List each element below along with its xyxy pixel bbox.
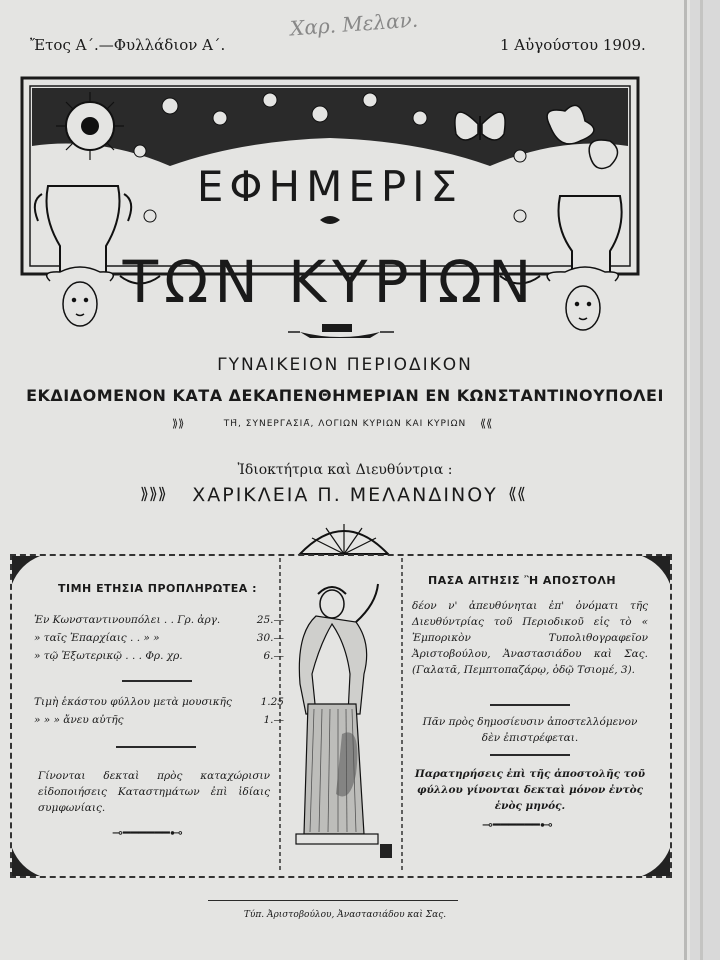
printer-credit: Τύπ. Ἀριστοβούλου, Ἀναστασιάδου καὶ Σας. xyxy=(243,910,447,920)
price-row xyxy=(34,614,284,626)
fan-ornament-icon xyxy=(296,518,392,556)
statue-image xyxy=(286,564,400,864)
divider xyxy=(490,704,570,706)
price-value: 6.— xyxy=(263,650,284,662)
price-label: » » » ἄνευ αὐτῆς xyxy=(34,714,124,726)
ornament-icon xyxy=(320,216,340,224)
footer-rule xyxy=(208,900,458,901)
price-value: 1.— xyxy=(263,714,284,726)
correspondence-heading: ΠΑΣΑ ΑΙΤΗΣΙΣ Ἢ ΑΠΟΣΤΟΛΗ xyxy=(428,574,617,587)
page-edge xyxy=(700,0,703,960)
masthead-title-line1: ΕΦΗΜΕΡΙΣ xyxy=(196,162,464,211)
masthead-banner xyxy=(20,76,640,342)
correspondence-text: δέον ν' ἀπευθύνηται ἐπ' ὀνόματι τῆς Διευθύντρίας τοῦ Περιοδικοῦ εἰς τὸ « Ἐμπορικὸν Τυπολιθογραφεῖον Ἀριστοβούλου, Ἀναστασιάδου καὶ Σας. (Γαλατᾶ, Πεμπτοπαζάρῳ, ὁδῷ Τσιομέ, 3). xyxy=(412,600,648,676)
sunflower-icon xyxy=(56,92,124,160)
info-box xyxy=(10,554,672,878)
arrow-left-icon: ⟫⟫⟫ xyxy=(140,484,167,503)
subtitle-line3: ΤΗ͂, ΣΥΝΕΡΓΑΣΙΑ͂, ΛΟΓΙΩΝ ΚΥΡΙΩΝ ΚΑΙ ΚΥΡΙΩΝ xyxy=(223,419,467,429)
price-label: » τῷ Ἐξωτερικῷ . . . Φρ. χρ. xyxy=(34,650,183,662)
issue-price-row xyxy=(34,714,284,726)
scroll-ornament-icon: ⊸━━━━━━⊷ xyxy=(482,818,553,833)
divider xyxy=(116,746,196,748)
price-row xyxy=(34,632,284,644)
arrow-left-icon: ⟫⟫ xyxy=(172,417,185,430)
divider xyxy=(490,754,570,756)
price-value: 30.— xyxy=(256,632,284,644)
owner-name: ΧΑΡΙΚΛΕΙΑ Π. ΜΕΛΑΝΔΙΝΟΥ xyxy=(192,484,498,506)
butterfly-icon xyxy=(455,112,505,140)
price-row xyxy=(34,650,284,662)
price-value: 1.25 xyxy=(260,696,284,708)
issue-label: Ἔτος Α΄.—Φυλλάδιον Α΄. xyxy=(30,36,226,54)
arrow-right-icon: ⟪⟪ xyxy=(508,484,526,503)
delivery-note: Παρατηρήσεις ἐπὶ τῆς ἀποστολῆς τοῦ φύλλου γίνονται δεκταὶ μόνον ἐντὸς ἑνὸς μηνός. xyxy=(414,768,646,812)
ship-ornament-icon xyxy=(288,324,394,338)
issue-price-row xyxy=(34,696,284,708)
price-label: Ἐν Κωνσταντινουπόλει . . Γρ. ἀργ. xyxy=(34,614,221,626)
ads-note: Γίνονται δεκταὶ πρὸς καταχώρισιν εἰδοποιήσεις Καταστημάτων ἐπὶ ἰδίαις συμφωνίαις. xyxy=(38,770,270,814)
issue-date: 1 Αὐγούστου 1909. xyxy=(500,36,646,54)
subtitle-line1: ΓΥΝΑΙΚΕΙΟΝ ΠΕΡΙΟΔΙΚΟΝ xyxy=(217,355,473,375)
price-label: Τιμὴ ἑκάστου φύλλου μετὰ μουσικῆς xyxy=(34,696,232,708)
owner-label: Ἰδιοκτήτρια καὶ Διευθύντρια : xyxy=(237,462,453,478)
pricing-heading: ΤΙΜΗ ΕΤΗΣΙΑ ΠΡΟΠΛΗΡΩΤΕΑ : xyxy=(58,582,257,595)
subtitle-line2: ΕΚΔΙΔΟΜΕΝΟΝ ΚΑΤΑ ΔΕΚΑΠΕΝΘΗΜΕΡΙΑΝ ΕΝ ΚΩΝΣΤΑΝΤΙΝΟΥΠΟΛΕΙ xyxy=(26,386,664,405)
arrow-right-icon: ⟪⟪ xyxy=(480,417,493,430)
price-value: 25.— xyxy=(256,614,284,626)
submission-note: Πᾶν πρὸς δημοσίευσιν ἀποστελλόμενον δὲν ἐπιστρέφεται. xyxy=(422,716,638,744)
divider xyxy=(122,680,192,682)
price-label: » ταῖς Ἐπαρχίαις . . » » xyxy=(34,632,160,644)
handwritten-note: Χαρ. Μελαν. xyxy=(289,7,419,41)
scroll-ornament-icon: ⊸━━━━━━⊷ xyxy=(112,826,183,841)
masthead-title-line2: ΤΩΝ ΚΥΡΙΩΝ xyxy=(122,248,538,316)
page-edge xyxy=(684,0,687,960)
